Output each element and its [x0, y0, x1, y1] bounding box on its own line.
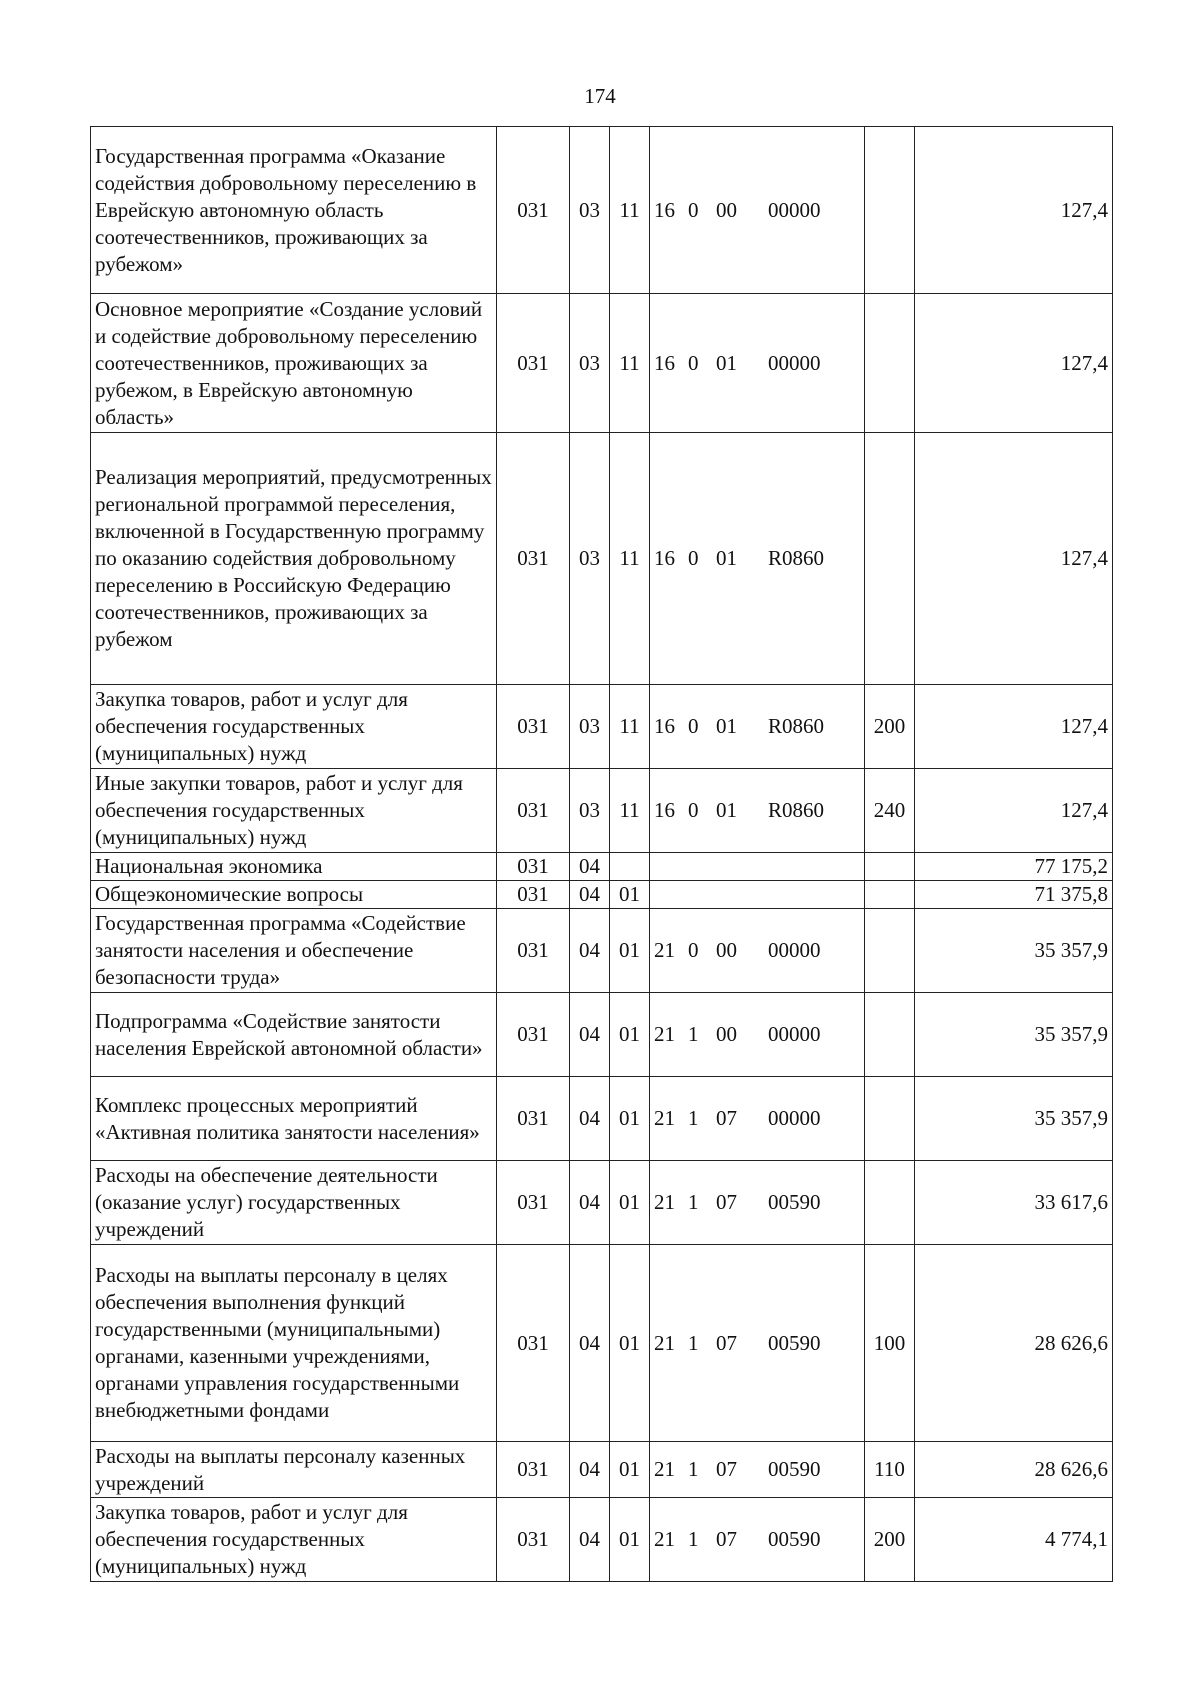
- row-grbs-code: 031: [497, 685, 570, 769]
- row-target-article: [650, 1498, 865, 1582]
- row-subsection-code: 11: [610, 685, 650, 769]
- target-article-part: 16: [654, 714, 675, 738]
- target-article-part: 21: [654, 1330, 675, 1355]
- row-target-article: [650, 433, 865, 685]
- row-target-article: [650, 769, 865, 853]
- row-amount: 28 626,6: [915, 1442, 1113, 1498]
- row-expense-type: [865, 433, 915, 685]
- row-amount: 77 175,2: [915, 853, 1113, 881]
- target-article-part: 1: [688, 1527, 699, 1551]
- row-subsection-code: 11: [610, 433, 650, 685]
- target-article-part: 21: [654, 1190, 675, 1214]
- row-expense-type: [865, 294, 915, 433]
- target-article-part: 00590: [768, 1190, 821, 1214]
- row-section-code: 04: [570, 1161, 610, 1245]
- target-article-part: 07: [716, 1106, 737, 1130]
- target-article-part: 0: [688, 798, 699, 822]
- row-grbs-code: 031: [497, 294, 570, 433]
- row-target-article: [650, 127, 865, 294]
- target-article-part: 1: [688, 1022, 699, 1046]
- target-article-part: 00: [716, 938, 737, 962]
- row-expense-type: [865, 993, 915, 1077]
- target-article-part: 0: [688, 546, 699, 570]
- table-row: [91, 1498, 1113, 1582]
- row-name: Государственная программа «Оказание содействия добровольному переселению в Еврейскую автономную область соотечественников, проживающих за рубежом»: [91, 127, 497, 294]
- row-expense-type: [865, 881, 915, 909]
- row-section-code: 03: [570, 294, 610, 433]
- target-article-part: 21: [654, 1527, 675, 1551]
- target-article-part: 0: [688, 197, 699, 222]
- row-target-article: [650, 1442, 865, 1498]
- target-article-part: R0860: [768, 714, 825, 738]
- target-article-part: 1: [688, 1106, 699, 1130]
- target-article-part: 07: [716, 1527, 737, 1551]
- row-grbs-code: 031: [497, 1498, 570, 1582]
- row-expense-type: 200: [865, 1498, 915, 1582]
- row-amount: 33 617,6: [915, 1161, 1113, 1245]
- table-row: [91, 685, 1113, 769]
- table-row: [91, 294, 1113, 433]
- row-subsection-code: 01: [610, 1161, 650, 1245]
- table-row: [91, 1077, 1113, 1161]
- target-article-part: 21: [654, 938, 675, 962]
- row-name: Иные закупки товаров, работ и услуг для обеспечения государственных (муниципальных) нужд: [91, 769, 497, 853]
- row-name: Подпрограмма «Содействие занятости населения Еврейской автономной области»: [91, 993, 497, 1077]
- row-expense-type: [865, 909, 915, 993]
- row-section-code: 03: [570, 685, 610, 769]
- row-expense-type: 100: [865, 1245, 915, 1442]
- target-article-part: 21: [654, 1106, 675, 1130]
- row-expense-type: 240: [865, 769, 915, 853]
- row-name: Государственная программа «Содействие занятости населения и обеспечение безопасности труда»: [91, 909, 497, 993]
- row-grbs-code: 031: [497, 1161, 570, 1245]
- target-article-part: 00000: [768, 938, 821, 962]
- row-name: Закупка товаров, работ и услуг для обеспечения государственных (муниципальных) нужд: [91, 685, 497, 769]
- row-expense-type: [865, 1077, 915, 1161]
- row-target-article: [650, 1077, 865, 1161]
- table-row: [91, 769, 1113, 853]
- row-amount: 4 774,1: [915, 1498, 1113, 1582]
- table-row: [91, 1245, 1113, 1442]
- row-grbs-code: 031: [497, 853, 570, 881]
- row-amount: 28 626,6: [915, 1245, 1113, 1442]
- page-number: 174: [584, 84, 616, 108]
- row-name: Закупка товаров, работ и услуг для обеспечения государственных (муниципальных) нужд: [91, 1498, 497, 1582]
- row-amount: 127,4: [915, 433, 1113, 685]
- target-article-part: 01: [716, 350, 737, 375]
- target-article-part: 00590: [768, 1527, 821, 1551]
- table-row: [91, 127, 1113, 294]
- target-article-part: 21: [654, 1022, 675, 1046]
- row-grbs-code: 031: [497, 769, 570, 853]
- row-target-article: [650, 685, 865, 769]
- row-section-code: 03: [570, 769, 610, 853]
- row-expense-type: [865, 1161, 915, 1245]
- row-amount: 35 357,9: [915, 993, 1113, 1077]
- target-article-part: 16: [654, 798, 675, 822]
- row-grbs-code: 031: [497, 127, 570, 294]
- row-grbs-code: 031: [497, 1442, 570, 1498]
- row-name: Расходы на обеспечение деятельности (оказание услуг) государственных учреждений: [91, 1161, 497, 1245]
- row-name: Комплекс процессных мероприятий «Активная политика занятости населения»: [91, 1077, 497, 1161]
- target-article-part: R0860: [768, 546, 825, 570]
- target-article-part: 00590: [768, 1330, 821, 1355]
- target-article-part: 00000: [768, 1022, 821, 1046]
- row-section-code: 04: [570, 881, 610, 909]
- target-article-part: 07: [716, 1190, 737, 1214]
- target-article-part: 16: [654, 350, 675, 375]
- target-article-part: 1: [688, 1190, 699, 1214]
- target-article-part: 1: [688, 1330, 699, 1355]
- row-subsection-code: 01: [610, 993, 650, 1077]
- row-section-code: 03: [570, 127, 610, 294]
- row-amount: 127,4: [915, 685, 1113, 769]
- table-body: [91, 127, 1113, 1582]
- row-subsection-code: 01: [610, 1245, 650, 1442]
- row-grbs-code: 031: [497, 909, 570, 993]
- table-row: [91, 881, 1113, 909]
- row-amount: 127,4: [915, 769, 1113, 853]
- target-article-part: 00: [716, 1022, 737, 1046]
- row-amount: 35 357,9: [915, 909, 1113, 993]
- row-target-article: [650, 853, 865, 881]
- row-expense-type: 110: [865, 1442, 915, 1498]
- row-subsection-code: 01: [610, 881, 650, 909]
- target-article-part: 07: [716, 1457, 737, 1481]
- row-amount: 127,4: [915, 127, 1113, 294]
- row-grbs-code: 031: [497, 433, 570, 685]
- table-row: [91, 993, 1113, 1077]
- row-target-article: [650, 1161, 865, 1245]
- row-amount: 127,4: [915, 294, 1113, 433]
- row-section-code: 04: [570, 853, 610, 881]
- target-article-part: 00590: [768, 1457, 821, 1481]
- row-section-code: 03: [570, 433, 610, 685]
- row-target-article: [650, 1245, 865, 1442]
- row-target-article: [650, 881, 865, 909]
- row-subsection-code: 01: [610, 1077, 650, 1161]
- row-grbs-code: 031: [497, 1077, 570, 1161]
- target-article-part: 00000: [768, 350, 821, 375]
- target-article-part: 16: [654, 197, 675, 222]
- row-target-article: [650, 993, 865, 1077]
- target-article-part: 00000: [768, 1106, 821, 1130]
- row-amount: 35 357,9: [915, 1077, 1113, 1161]
- budget-table: [90, 126, 1113, 1582]
- row-grbs-code: 031: [497, 881, 570, 909]
- table-row: [91, 1442, 1113, 1498]
- row-subsection-code: 11: [610, 127, 650, 294]
- target-article-part: 01: [716, 798, 737, 822]
- row-expense-type: 200: [865, 685, 915, 769]
- row-expense-type: [865, 853, 915, 881]
- target-article-part: 01: [716, 714, 737, 738]
- row-section-code: 04: [570, 909, 610, 993]
- row-name: Общеэкономические вопросы: [91, 881, 497, 909]
- target-article-part: 01: [716, 546, 737, 570]
- row-grbs-code: 031: [497, 1245, 570, 1442]
- row-subsection-code: [610, 853, 650, 881]
- row-section-code: 04: [570, 993, 610, 1077]
- row-name: Реализация мероприятий, предусмотренных региональной программой переселения, включенной в Государственную программу по оказанию содействия добровольному переселению в Российскую Федерацию соотечественников, проживающих за рубежом: [91, 433, 497, 685]
- row-name: Расходы на выплаты персоналу казенных учреждений: [91, 1442, 497, 1498]
- row-amount: 71 375,8: [915, 881, 1113, 909]
- row-section-code: 04: [570, 1245, 610, 1442]
- table-row: [91, 433, 1113, 685]
- row-target-article: [650, 294, 865, 433]
- table-row: [91, 909, 1113, 993]
- row-section-code: 04: [570, 1498, 610, 1582]
- row-subsection-code: 11: [610, 294, 650, 433]
- row-name: Основное мероприятие «Создание условий и содействие добровольному переселению соотечественников, проживающих за рубежом, в Еврейскую автономную область»: [91, 294, 497, 433]
- table-row: [91, 1161, 1113, 1245]
- target-article-part: 00000: [768, 197, 821, 222]
- row-expense-type: [865, 127, 915, 294]
- row-subsection-code: 11: [610, 769, 650, 853]
- table-row: [91, 853, 1113, 881]
- target-article-part: R0860: [768, 798, 825, 822]
- row-subsection-code: 01: [610, 1498, 650, 1582]
- target-article-part: 1: [688, 1457, 699, 1481]
- row-section-code: 04: [570, 1077, 610, 1161]
- target-article-part: 21: [654, 1457, 675, 1481]
- row-name: Национальная экономика: [91, 853, 497, 881]
- row-subsection-code: 01: [610, 1442, 650, 1498]
- target-article-part: 00: [716, 197, 737, 222]
- target-article-part: 0: [688, 714, 699, 738]
- target-article-part: 0: [688, 350, 699, 375]
- row-section-code: 04: [570, 1442, 610, 1498]
- target-article-part: 0: [688, 938, 699, 962]
- row-grbs-code: 031: [497, 993, 570, 1077]
- row-name: Расходы на выплаты персоналу в целях обеспечения выполнения функций государственными (муниципальными) органами, казенными учреждениями, органами управления государственными внебюджетными фондами: [91, 1245, 497, 1442]
- target-article-part: 16: [654, 546, 675, 570]
- row-target-article: [650, 909, 865, 993]
- row-subsection-code: 01: [610, 909, 650, 993]
- target-article-part: 07: [716, 1330, 737, 1355]
